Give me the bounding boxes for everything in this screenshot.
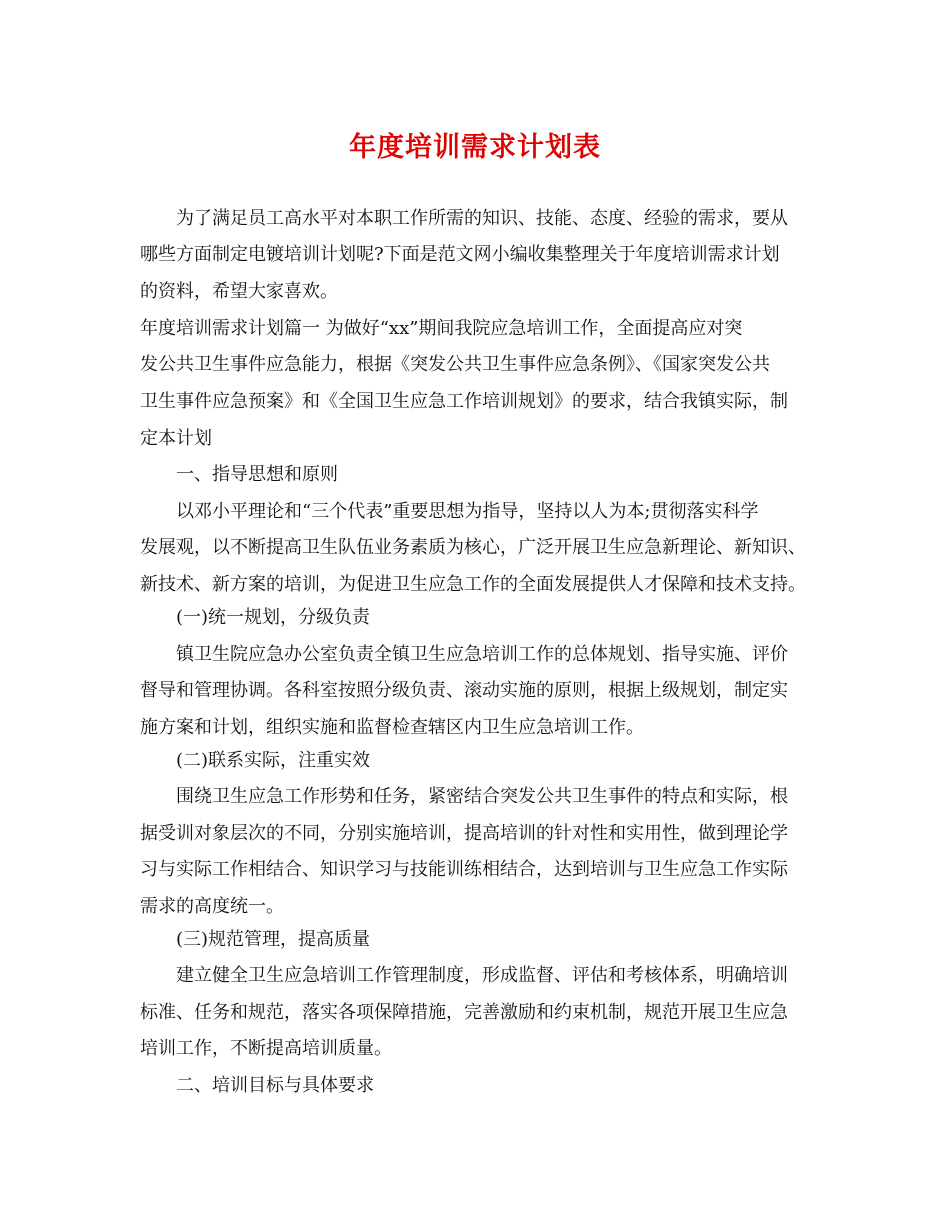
paragraph-line: 的资料，希望大家喜欢。 (140, 281, 338, 302)
paragraph-line: 发展观，以不断提高卫生队伍业务素质为核心，广泛开展卫生应急新理论、新知识、 (140, 537, 806, 558)
subsection-heading: (三)规范管理，提高质量 (176, 929, 371, 950)
document-title: 年度培训需求计划表 (349, 132, 601, 163)
paragraph-line: 新技术、新方案的培训，为促进卫生应急工作的全面发展提供人才保障和技术支持。 (140, 574, 806, 595)
paragraph-line: 习与实际工作相结合、知识学习与技能训练相结合，达到培训与卫生应急工作实际 (140, 859, 788, 880)
paragraph-line: 为了满足员工高水平对本职工作所需的知识、技能、态度、经验的需求，要从 (176, 208, 788, 229)
paragraph-line: 年度培训需求计划篇一 为做好“xx”期间我院应急培训工作，全面提高应对突 (140, 318, 743, 339)
paragraph-line: 施方案和计划，组织实施和监督检查辖区内卫生应急培训工作。 (140, 717, 644, 738)
paragraph-line: 建立健全卫生应急培训工作管理制度，形成监督、评估和考核体系，明确培训 (176, 965, 788, 986)
paragraph-line: 镇卫生院应急办公室负责全镇卫生应急培训工作的总体规划、指导实施、评价 (176, 644, 788, 665)
paragraph-line: 培训工作，不断提高培训质量。 (140, 1038, 392, 1059)
paragraph-line: 需求的高度统一。 (140, 896, 284, 917)
paragraph-line: 卫生事件应急预案》和《全国卫生应急工作培训规划》的要求，结合我镇实际，制 (140, 391, 788, 412)
paragraph-line: 发公共卫生事件应急能力，根据《突发公共卫生事件应急条例》、《国家突发公共 (140, 354, 770, 375)
section-heading: 一、指导思想和原则 (176, 464, 338, 485)
subsection-heading: (二)联系实际，注重实效 (176, 750, 371, 771)
paragraph-line: 以邓小平理论和“三个代表”重要思想为指导，坚持以人为本;贯彻落实科学 (176, 501, 759, 522)
section-heading: 二、培训目标与具体要求 (176, 1075, 374, 1096)
paragraph-line: 哪些方面制定电镀培训计划呢?下面是范文网小编收集整理关于年度培训需求计划 (140, 244, 780, 265)
paragraph-line: 标准、任务和规范，落实各项保障措施，完善激励和约束机制，规范开展卫生应急 (140, 1002, 788, 1023)
paragraph-line: 定本计划 (140, 428, 212, 449)
paragraph-line: 据受训对象层次的不同，分别实施培训，提高培训的针对性和实用性，做到理论学 (140, 823, 788, 844)
subsection-heading: (一)统一规划，分级负责 (176, 607, 371, 628)
paragraph-line: 围绕卫生应急工作形势和任务，紧密结合突发公共卫生事件的特点和实际，根 (176, 786, 788, 807)
paragraph-line: 督导和管理协调。各科室按照分级负责、滚动实施的原则，根据上级规划，制定实 (140, 680, 788, 701)
